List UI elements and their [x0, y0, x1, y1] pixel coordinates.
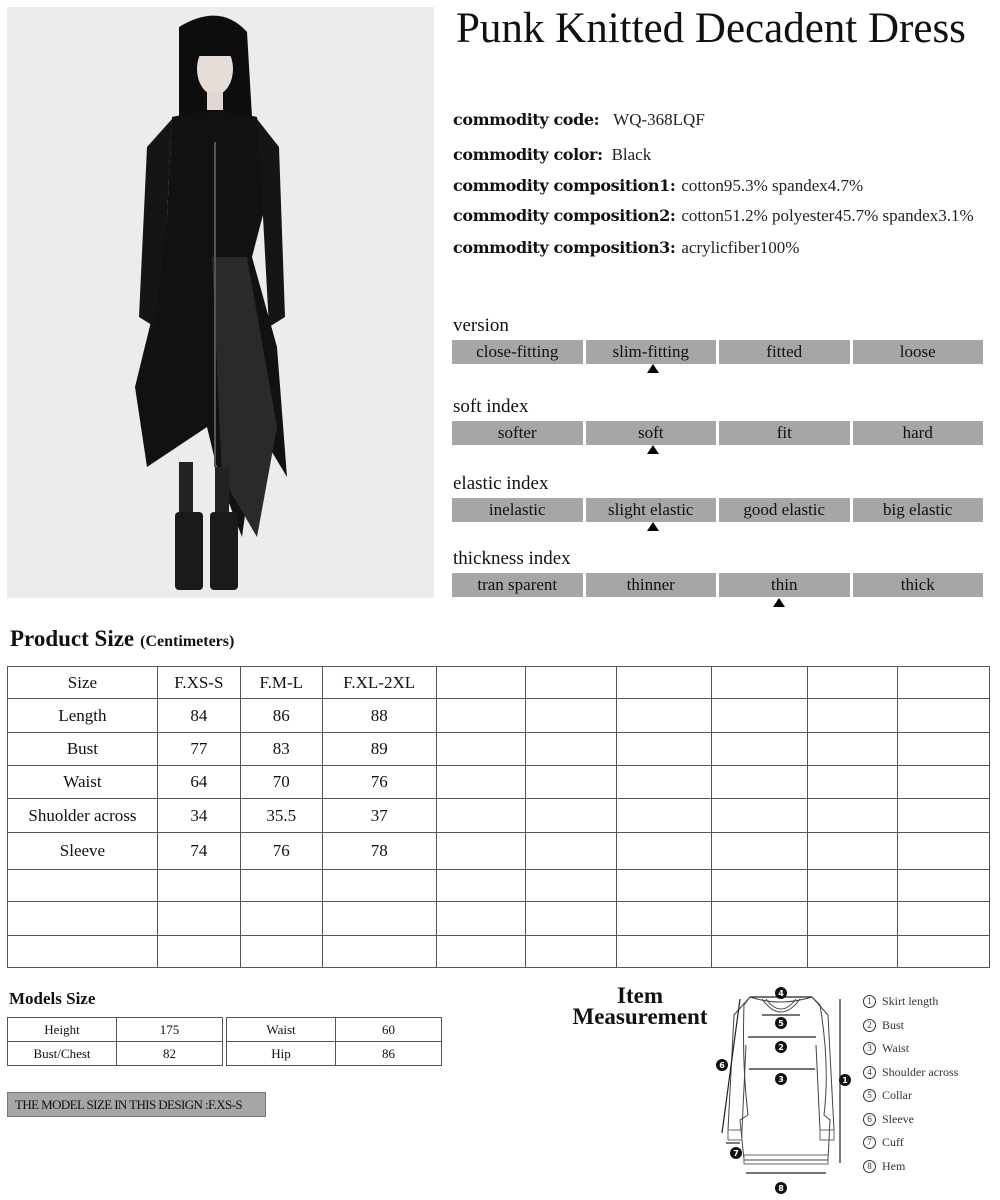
table-row	[8, 870, 990, 902]
attr-label: commodity composition3:	[453, 238, 676, 257]
table-row	[227, 1018, 442, 1042]
attr-label: commodity code:	[453, 110, 600, 129]
table-cell: 64	[157, 766, 240, 799]
models-size-table-left	[7, 1017, 223, 1066]
models-size-table-right	[226, 1017, 442, 1066]
table-cell: 76	[322, 766, 436, 799]
version-label: version	[453, 315, 509, 336]
number-circle-icon: 6	[863, 1113, 876, 1126]
product-title: Punk Knitted Decadent Dress	[456, 5, 966, 52]
attr-label: commodity composition2:	[453, 206, 676, 225]
table-header-cell	[712, 667, 808, 699]
table-cell	[898, 833, 990, 870]
table-header-cell	[617, 667, 712, 699]
table-cell	[525, 870, 617, 902]
table-cell: 86	[240, 699, 322, 733]
table-header-cell: Size	[8, 667, 158, 699]
svg-text:8: 8	[778, 1184, 784, 1193]
table-header-cell: F.XS-S	[157, 667, 240, 699]
table-cell: 78	[322, 833, 436, 870]
legend-item	[863, 1037, 958, 1061]
legend-label: Skirt length	[882, 994, 939, 1009]
attr-label: commodity color:	[453, 145, 603, 164]
table-cell	[617, 833, 712, 870]
table-cell	[898, 799, 990, 833]
elastic-index-selected-marker-icon	[647, 522, 659, 531]
model-metric-value: 86	[336, 1042, 442, 1066]
table-cell	[157, 902, 240, 936]
legend-label: Collar	[882, 1088, 912, 1103]
table-row	[8, 733, 990, 766]
item-measurement-title	[560, 985, 720, 1027]
model-metric-label: Waist	[227, 1018, 336, 1042]
table-header-cell: F.XL-2XL	[322, 667, 436, 699]
table-cell	[712, 833, 808, 870]
number-circle-icon: 4	[863, 1066, 876, 1079]
soft-index-label: soft index	[453, 396, 529, 417]
table-cell: 83	[240, 733, 322, 766]
legend-label: Waist	[882, 1041, 910, 1056]
table-cell	[525, 699, 617, 733]
table-cell: 37	[322, 799, 436, 833]
table-cell	[617, 733, 712, 766]
version-bar	[452, 340, 983, 364]
attr-value: WQ-368LQF	[613, 110, 705, 129]
model-metric-label: Bust/Chest	[8, 1042, 117, 1066]
svg-text:6: 6	[719, 1061, 725, 1070]
version-selected-marker-icon	[647, 364, 659, 373]
legend-label: Shoulder across	[882, 1064, 959, 1079]
table-cell	[525, 766, 617, 799]
table-header-cell	[898, 667, 990, 699]
model-metric-label: Height	[8, 1018, 117, 1042]
model-metric-value: 175	[117, 1018, 223, 1042]
table-header-cell	[436, 667, 525, 699]
number-circle-icon: 2	[863, 1019, 876, 1032]
table-cell	[525, 902, 617, 936]
table-cell	[436, 833, 525, 870]
table-cell	[617, 870, 712, 902]
number-circle-icon: 3	[863, 1042, 876, 1055]
legend-label: Bust	[882, 1017, 905, 1032]
product-size-title: Product Size	[10, 626, 135, 651]
attr-color	[453, 145, 651, 165]
attr-composition3	[453, 238, 799, 258]
table-cell	[617, 936, 712, 968]
table-cell	[157, 936, 240, 968]
model-wearing-dress-image	[7, 7, 434, 598]
table-cell	[808, 870, 898, 902]
svg-text:7: 7	[733, 1149, 739, 1158]
table-cell: 76	[240, 833, 322, 870]
table-cell	[898, 733, 990, 766]
table-cell	[617, 699, 712, 733]
table-cell	[808, 733, 898, 766]
table-row	[8, 766, 990, 799]
elastic-index-label: elastic index	[453, 473, 549, 494]
table-cell	[525, 833, 617, 870]
table-cell	[808, 699, 898, 733]
table-row	[8, 1018, 223, 1042]
svg-text:1: 1	[842, 1076, 848, 1085]
table-cell	[808, 766, 898, 799]
table-cell: 35.5	[240, 799, 322, 833]
table-cell	[157, 870, 240, 902]
soft-index-bar	[452, 421, 983, 445]
elastic-index-option: good elastic	[719, 498, 850, 522]
models-size-title: Models Size	[9, 989, 96, 1008]
table-cell	[525, 936, 617, 968]
table-cell	[712, 699, 808, 733]
table-cell	[712, 902, 808, 936]
version-option: close-fitting	[452, 340, 583, 364]
table-cell	[898, 902, 990, 936]
attr-code	[453, 110, 705, 130]
row-label-cell: Length	[8, 699, 158, 733]
row-label-cell	[8, 902, 158, 936]
table-cell	[322, 936, 436, 968]
number-circle-icon: 7	[863, 1136, 876, 1149]
elastic-index-option: inelastic	[452, 498, 583, 522]
table-row	[227, 1042, 442, 1066]
table-cell: 34	[157, 799, 240, 833]
table-cell	[898, 936, 990, 968]
version-option: loose	[853, 340, 984, 364]
table-cell	[898, 699, 990, 733]
table-cell	[712, 799, 808, 833]
elastic-index-option: slight elastic	[586, 498, 717, 522]
table-cell: 88	[322, 699, 436, 733]
table-cell: 77	[157, 733, 240, 766]
legend-item	[863, 1084, 958, 1108]
version-option: slim-fitting	[586, 340, 717, 364]
table-cell	[617, 799, 712, 833]
table-cell	[898, 766, 990, 799]
table-cell: 70	[240, 766, 322, 799]
dress-measurement-diagram-icon	[712, 985, 857, 1197]
table-row	[8, 1042, 223, 1066]
item-measurement-title-line2: Measurement	[572, 1004, 708, 1029]
product-photo	[7, 7, 434, 598]
table-cell	[898, 870, 990, 902]
table-cell	[808, 833, 898, 870]
soft-index-option: hard	[853, 421, 984, 445]
attr-value: Black	[611, 145, 652, 164]
thickness-index-label: thickness index	[453, 548, 571, 569]
attr-value: cotton95.3% spandex4.7%	[681, 176, 864, 195]
version-option: fitted	[719, 340, 850, 364]
table-cell	[712, 870, 808, 902]
thickness-index-option: thinner	[586, 573, 717, 597]
number-circle-icon: 8	[863, 1160, 876, 1173]
number-circle-icon: 1	[863, 995, 876, 1008]
table-cell	[808, 799, 898, 833]
table-header-row	[8, 667, 990, 699]
soft-index-option: softer	[452, 421, 583, 445]
legend-item	[863, 990, 958, 1014]
svg-text:5: 5	[778, 1019, 784, 1028]
table-row	[8, 833, 990, 870]
row-label-cell: Shuolder across	[8, 799, 158, 833]
product-size-heading	[10, 626, 234, 652]
row-label-cell: Sleeve	[8, 833, 158, 870]
table-cell: 84	[157, 699, 240, 733]
table-cell	[617, 902, 712, 936]
table-cell	[712, 936, 808, 968]
attr-label: commodity composition1:	[453, 176, 676, 195]
row-label-cell: Waist	[8, 766, 158, 799]
elastic-index-option: big elastic	[853, 498, 984, 522]
soft-index-option: fit	[719, 421, 850, 445]
legend-label: Sleeve	[882, 1111, 914, 1126]
thickness-index-option: tran sparent	[452, 573, 583, 597]
legend-item	[863, 1155, 958, 1179]
legend-label: Hem	[882, 1158, 906, 1173]
svg-text:4: 4	[778, 989, 784, 998]
table-cell	[240, 902, 322, 936]
table-cell: 89	[322, 733, 436, 766]
attr-value: acrylicfiber100%	[681, 238, 800, 257]
table-cell	[525, 799, 617, 833]
thickness-index-option: thick	[853, 573, 984, 597]
measurement-legend	[863, 990, 958, 1178]
legend-label: Cuff	[882, 1135, 904, 1150]
table-cell	[808, 936, 898, 968]
table-cell	[322, 902, 436, 936]
table-cell	[240, 936, 322, 968]
table-header-cell	[808, 667, 898, 699]
row-label-cell: Bust	[8, 733, 158, 766]
product-size-table	[7, 666, 990, 968]
table-header-cell	[525, 667, 617, 699]
number-circle-icon: 5	[863, 1089, 876, 1102]
table-cell	[436, 870, 525, 902]
table-cell	[436, 766, 525, 799]
row-label-cell	[8, 936, 158, 968]
table-cell	[617, 766, 712, 799]
legend-item	[863, 1014, 958, 1038]
thickness-index-bar	[452, 573, 983, 597]
table-row	[8, 902, 990, 936]
table-cell	[436, 699, 525, 733]
table-row	[8, 799, 990, 833]
table-cell	[322, 870, 436, 902]
table-cell	[712, 733, 808, 766]
table-cell	[712, 766, 808, 799]
item-measurement-title-line1: Item	[617, 983, 663, 1008]
table-cell	[436, 902, 525, 936]
legend-item	[863, 1131, 958, 1155]
product-size-unit: (Centimeters)	[140, 633, 235, 650]
table-row	[8, 699, 990, 733]
table-cell	[436, 733, 525, 766]
table-header-cell: F.M-L	[240, 667, 322, 699]
soft-index-option: soft	[586, 421, 717, 445]
model-metric-value: 82	[117, 1042, 223, 1066]
table-cell: 74	[157, 833, 240, 870]
legend-item	[863, 1061, 958, 1085]
model-metric-value: 60	[336, 1018, 442, 1042]
model-metric-label: Hip	[227, 1042, 336, 1066]
thickness-index-option: thin	[719, 573, 850, 597]
table-cell	[436, 936, 525, 968]
elastic-index-bar	[452, 498, 983, 522]
soft-index-selected-marker-icon	[647, 445, 659, 454]
model-size-note: THE MODEL SIZE IN THIS DESIGN :F.XS-S	[7, 1092, 266, 1117]
table-cell	[240, 870, 322, 902]
table-cell	[808, 902, 898, 936]
table-cell	[436, 799, 525, 833]
svg-text:3: 3	[778, 1075, 784, 1084]
table-row	[8, 936, 990, 968]
attr-value: cotton51.2% polyester45.7% spandex3.1%	[681, 206, 974, 225]
row-label-cell	[8, 870, 158, 902]
attr-composition1	[453, 176, 863, 196]
svg-text:2: 2	[778, 1043, 784, 1052]
table-cell	[525, 733, 617, 766]
legend-item	[863, 1108, 958, 1132]
thickness-index-selected-marker-icon	[773, 598, 785, 607]
attr-composition2	[453, 206, 974, 226]
